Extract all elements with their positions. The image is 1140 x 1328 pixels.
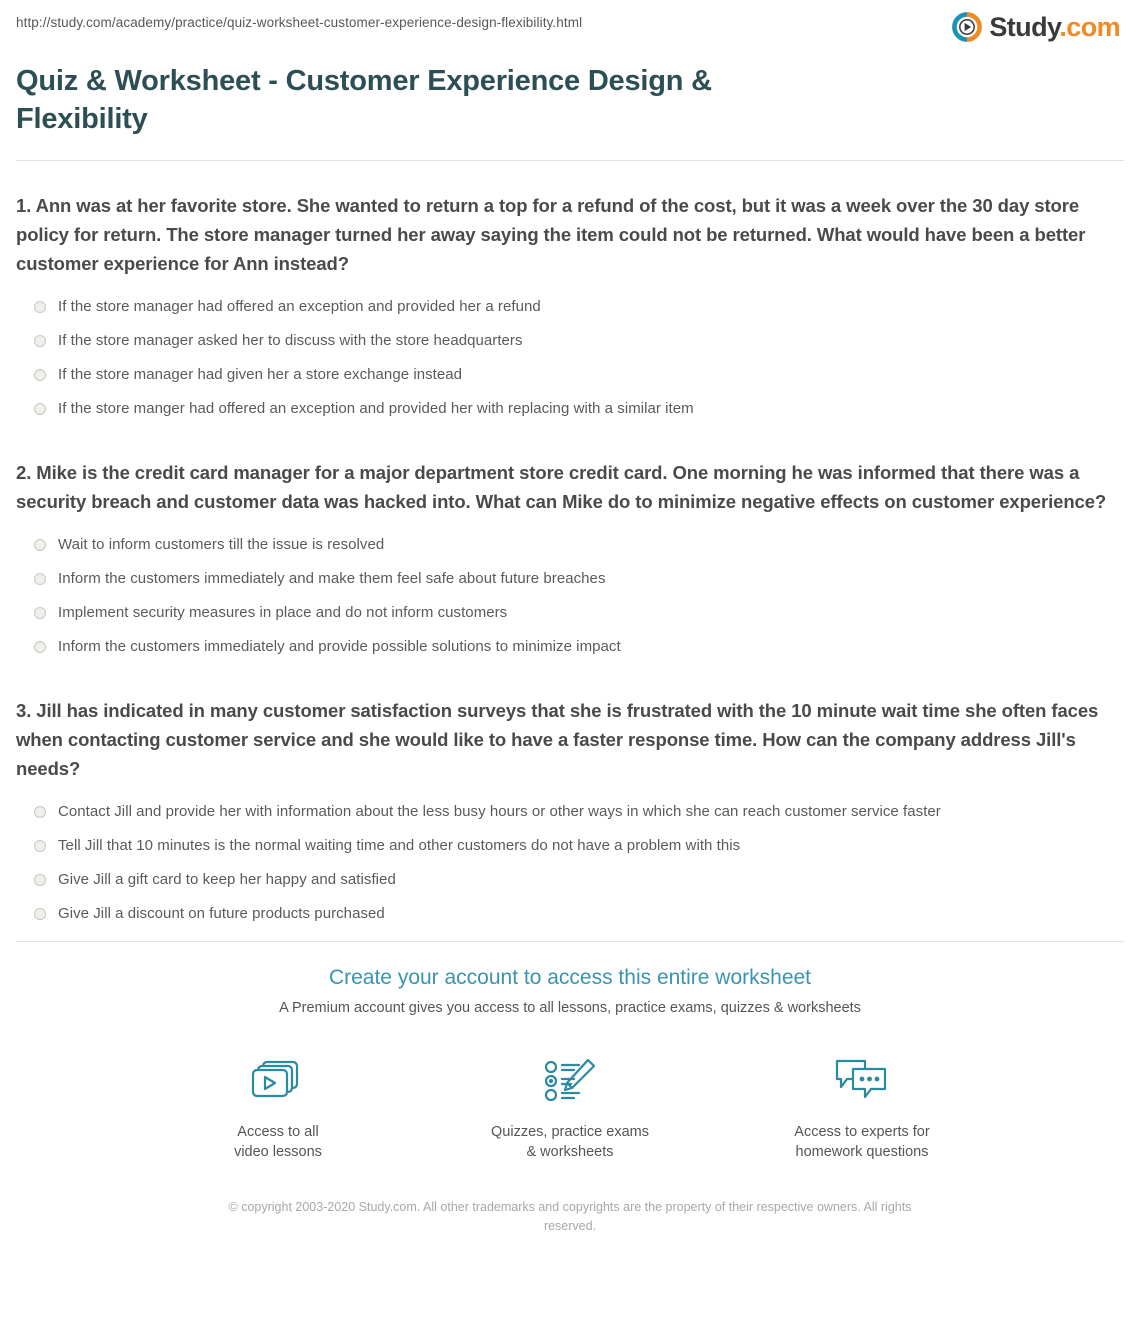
study-com-logo[interactable] (952, 12, 1124, 42)
radio-button-icon[interactable] (34, 403, 46, 415)
answer-option[interactable] (16, 392, 1124, 426)
answer-option[interactable] (16, 358, 1124, 392)
answer-options (16, 290, 1124, 426)
answer-option-label: Implement security measures in place and do not inform customers (58, 604, 508, 621)
answer-option[interactable] (16, 863, 1124, 897)
play-circle-icon (952, 12, 982, 42)
answer-option-label: Inform the customers immediately and provide possible solutions to minimize impact (58, 638, 621, 655)
radio-button-icon[interactable] (34, 369, 46, 381)
feature-quizzes-worksheets (480, 1050, 660, 1162)
cta-heading[interactable]: Create your account to access this entire worksheet (328, 966, 812, 989)
copyright-text: © copyright 2003-2020 Study.com. All other trademarks and copyrights are the property of their respective owners. All rights reserved. (228, 1200, 912, 1233)
radio-button-icon[interactable] (34, 539, 46, 551)
feature-expert-help (772, 1050, 952, 1162)
answer-options (16, 795, 1124, 931)
answer-option[interactable] (16, 528, 1124, 562)
feature-video-lessons (188, 1050, 368, 1162)
answer-options (16, 528, 1124, 664)
feature-label (772, 1122, 952, 1162)
page-url: http://study.com/academy/practice/quiz-worksheet-customer-experience-design-flexibility.html (16, 15, 583, 30)
feature-label-line2: video lessons (234, 1144, 322, 1160)
question-spacer (16, 436, 1124, 458)
answer-option-label: If the store manager had offered an exception and provided her a refund (58, 298, 541, 315)
page-title: Quiz & Worksheet - Customer Experience Design & Flexibility (16, 65, 712, 135)
page-header (16, 0, 1124, 48)
create-account-cta (16, 942, 1124, 1236)
radio-button-icon[interactable] (34, 573, 46, 585)
answer-option[interactable] (16, 829, 1124, 863)
answer-option[interactable] (16, 795, 1124, 829)
radio-button-icon[interactable] (34, 874, 46, 886)
answer-option-label: If the store manager asked her to discuss with the store headquarters (58, 332, 523, 349)
answer-option-label: Tell Jill that 10 minutes is the normal waiting time and other customers do not have a problem with this (58, 837, 741, 854)
logo-wordmark (989, 12, 1120, 42)
questions-list (16, 161, 1124, 931)
feature-label-line2: homework questions (795, 1144, 929, 1160)
question-block (16, 696, 1124, 931)
feature-label-line2: & worksheets (526, 1144, 614, 1160)
logo-tld: .com (1059, 12, 1120, 42)
question-text: 1. Ann was at her favorite store. She wanted to return a top for a refund of the cost, but it was a week over the 30 day store policy for return. The store manager turned her away saying the item could not be returned. What would have been a better customer experience for Ann instead? (16, 195, 1086, 274)
feature-label (480, 1122, 660, 1162)
chat-bubbles-icon (772, 1050, 952, 1112)
answer-option[interactable] (16, 630, 1124, 664)
answer-option[interactable] (16, 897, 1124, 931)
question-text: 2. Mike is the credit card manager for a major department store credit card. One morning he was informed that there was a security breach and customer data was hacked into. What can Mike do to minimize negative effects on customer experience? (16, 462, 1107, 512)
feature-label-line1: Access to all (237, 1124, 319, 1140)
quiz-pencil-icon (480, 1050, 660, 1112)
answer-option[interactable] (16, 290, 1124, 324)
radio-button-icon[interactable] (34, 301, 46, 313)
radio-button-icon[interactable] (34, 335, 46, 347)
question-text: 3. Jill has indicated in many customer satisfaction surveys that she is frustrated with the 10 minute wait time she often faces when contacting customer service and she would like to have a faster response time. How can the company address Jill's needs? (16, 700, 1099, 779)
feature-label (188, 1122, 368, 1162)
radio-button-icon[interactable] (34, 908, 46, 920)
answer-option-label: Give Jill a discount on future products purchased (58, 905, 385, 922)
question-spacer (16, 674, 1124, 696)
answer-option-label: Contact Jill and provide her with information about the less busy hours or other ways in which she can reach customer service faster (58, 803, 941, 820)
answer-option-label: Give Jill a gift card to keep her happy and satisfied (58, 871, 396, 888)
radio-button-icon[interactable] (34, 641, 46, 653)
logo-brand-name: Study (989, 12, 1060, 42)
radio-button-icon[interactable] (34, 806, 46, 818)
feature-label-line1: Access to experts for (794, 1124, 930, 1140)
video-stack-icon (188, 1050, 368, 1112)
radio-button-icon[interactable] (34, 840, 46, 852)
answer-option-label: Inform the customers immediately and make them feel safe about future breaches (58, 570, 606, 587)
cta-subheading: A Premium account gives you access to all lessons, practice exams, quizzes & worksheets (279, 1000, 861, 1016)
feature-list (16, 1018, 1124, 1162)
answer-option[interactable] (16, 324, 1124, 358)
question-block (16, 191, 1124, 426)
answer-option-label: If the store manager had given her a store exchange instead (58, 366, 463, 383)
feature-label-line1: Quizzes, practice exams (491, 1124, 649, 1140)
answer-option-label: If the store manger had offered an exception and provided her with replacing with a similar item (58, 400, 694, 417)
answer-option[interactable] (16, 562, 1124, 596)
radio-button-icon[interactable] (34, 607, 46, 619)
answer-option-label: Wait to inform customers till the issue is resolved (58, 536, 385, 553)
answer-option[interactable] (16, 596, 1124, 630)
question-block (16, 458, 1124, 664)
